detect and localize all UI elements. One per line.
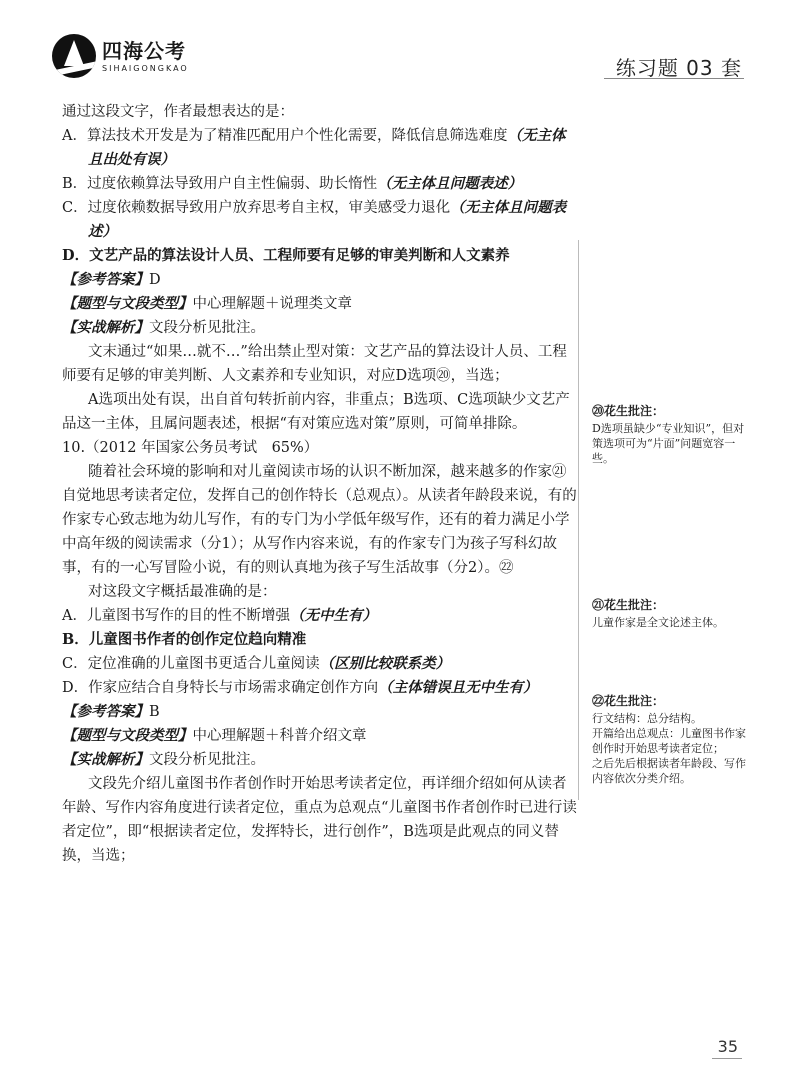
q10-option-c [62,652,577,676]
q9-type [62,292,577,316]
type-label: 【题型与文段类型】 [62,727,193,744]
option-note: （无主体且出处有误） [88,127,566,168]
sidenote-line: 开篇给出总观点：儿童图书作家创作时开始思考读者定位； [592,727,746,755]
sidenote-title: ⑳花生批注： [592,404,665,418]
q10-answer [62,700,577,724]
option-text: A．儿童图书写作的目的性不断增强 [62,608,290,624]
answer-value: B [149,704,160,720]
q10-analysis-para-1: 文段先介绍儿童图书作者创作时开始思考读者定位，再详细介绍如何从读者年龄、写作内容角度进行读者定位，重点为总观点“儿童图书作者创作时已进行读者定位”，即“根据读者定位，发挥特长，进行创作”，B选项是此观点的同义替换，当选； [62,776,577,864]
option-note: （无主体且问题表述） [88,199,567,240]
q9-stem: 通过这段文字，作者最想表达的是： [62,104,294,120]
q10-analysis [62,748,577,772]
sidenote-line: 行文结构：总分结构。 [592,712,702,725]
logo-english-text: SIHAIGONGKAO [102,63,189,73]
option-text: D．作家应结合自身特长与市场需求确定创作方向 [62,680,379,696]
analysis-value: 文段分析见批注。 [149,752,265,768]
analysis-value: 文段分析见批注。 [149,320,265,336]
analysis-label: 【实战解析】 [62,319,149,336]
logo-chinese-text: 四海公考 [102,38,186,63]
q10-option-b [62,628,577,652]
option-note: （区别比较联系类） [319,655,451,672]
option-text: B．过度依赖算法导致用户自主性偏弱、助长惰性 [62,176,378,192]
q9-option-c [62,196,577,244]
sidenote-line: 之后先后根据读者年龄段、写作内容依次分类介绍。 [592,757,746,785]
option-text: C．过度依赖数据导致用户放弃思考自主权，审美感受力退化 [62,200,451,216]
sidenote-title: ㉑花生批注： [592,598,665,612]
option-note: （主体错误且无中生有） [378,679,538,696]
answer-label: 【参考答案】 [62,703,149,720]
logo [52,34,189,78]
q10-stem: 对这段文字概括最准确的是： [88,584,277,600]
q10-type [62,724,577,748]
sailboat-logo-icon [52,34,96,78]
sidenote-body: 儿童作家是全文论述主体。 [592,616,724,629]
option-text: B．儿童图书作者的创作定位趋向精准 [62,631,307,648]
q10-heading: 10.（2012 年国家公务员考试 65%） [62,440,319,456]
q9-option-a [62,124,577,172]
q10-option-d [62,676,577,700]
sidenote-20 [592,404,752,466]
q10-passage: 随着社会环境的影响和对儿童阅读市场的认识不断加深，越来越多的作家㉑自觉地思考读者定位，发挥自己的创作特长（总观点）。从读者年龄段来说，有的作家专心致志地为幼儿写作，有的专门为小学低年级写作，还有的着力满足小学中高年级的阅读需求（分1）；从写作内容来说，有的作家专门为孩子写科幻故事，有的一心写冒险小说，有的则认真地为孩子写生活故事（分2）。㉒ [62,464,577,576]
answer-label: 【参考答案】 [62,271,149,288]
q9-answer [62,268,577,292]
type-value: 中心理解题＋说理类文章 [192,296,352,312]
sidenote-body: D选项虽缺少“专业知识”，但对策选项可为“片面”问题宽容一些。 [592,422,745,465]
analysis-label: 【实战解析】 [62,751,149,768]
q10-option-a [62,604,577,628]
header-divider [604,78,744,79]
type-label: 【题型与文段类型】 [62,295,193,312]
margin-divider [578,240,579,800]
main-content [62,100,577,868]
q9-analysis-para-2: A选项出处有误，出自首句转折前内容，非重点；B选项、C选项缺少文艺产品这一主体，且属问题表述，根据“有对策应选对策”原则，可简单排除。 [62,392,570,432]
option-note: （无主体且问题表述） [377,175,523,192]
q9-option-b [62,172,577,196]
answer-value: D [149,272,161,288]
q9-option-d [62,244,577,268]
page-number: 35 [717,1037,738,1056]
q9-analysis-para-1: 文末通过“如果…就不…”给出禁止型对策：文艺产品的算法设计人员、工程师要有足够的审美判断、人文素养和专业知识，对应D选项⑳，当选； [62,344,567,384]
option-note: （无中生有） [289,607,377,624]
option-text: D．文艺产品的算法设计人员、工程师要有足够的审美判断和人文素养 [62,247,510,264]
practice-set-title: 练习题 03 套 [615,56,742,80]
sidenote-22 [592,694,752,786]
sidenote-21 [592,598,752,630]
sidenote-title: ㉒花生批注： [592,694,665,708]
q9-analysis [62,316,577,340]
type-value: 中心理解题＋科普介绍文章 [192,728,367,744]
option-text: A．算法技术开发是为了精准匹配用户个性化需要，降低信息筛选难度 [62,128,508,144]
option-text: C．定位准确的儿童图书更适合儿童阅读 [62,656,320,672]
